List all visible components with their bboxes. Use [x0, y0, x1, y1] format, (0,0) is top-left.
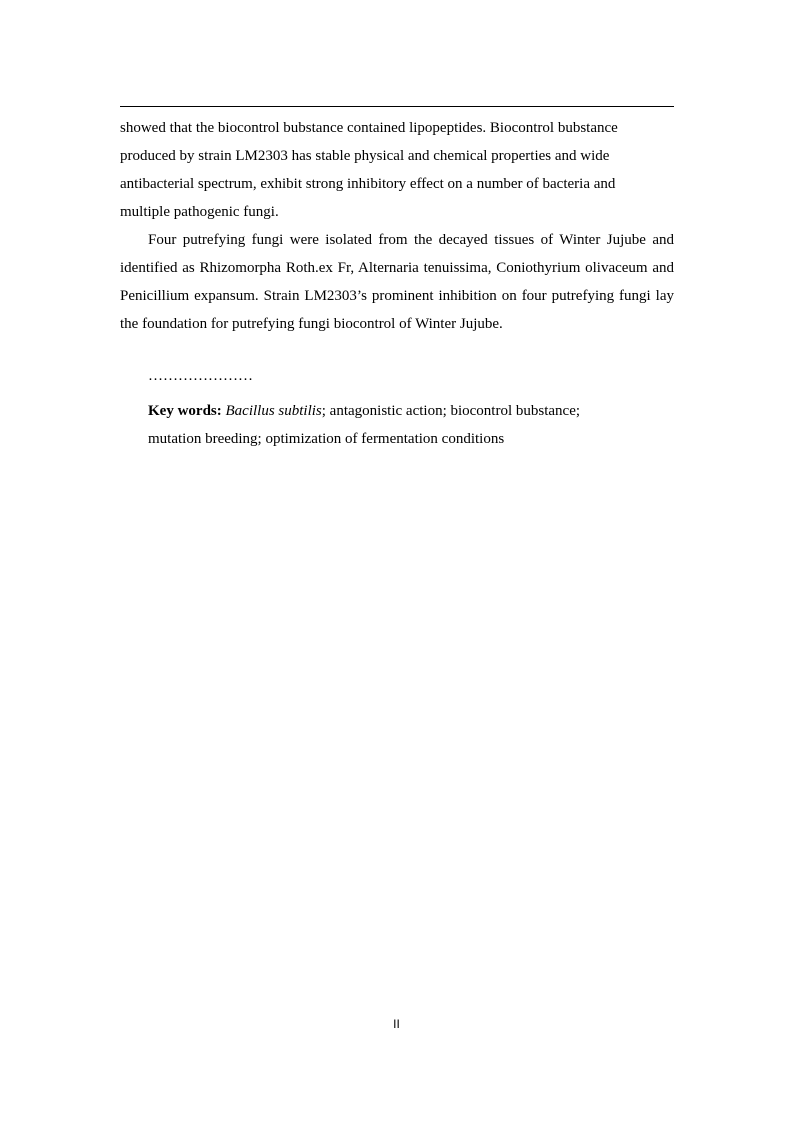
- paragraph-1-line-1: showed that the biocontrol bubstance contained lipopeptides. Biocontrol bubstance: [120, 120, 618, 136]
- paragraph-1-line-4: multiple pathogenic fungi.: [120, 204, 279, 220]
- abstract-paragraph-1: [120, 114, 674, 226]
- keywords-rest-line-1: ; antagonistic action; biocontrol bubstance;: [321, 403, 581, 419]
- abstract-paragraph-2: Four putrefying fungi were isolated from the decayed tissues of Winter Jujube and identified as Rhizomorpha Roth.ex Fr, Alternaria tenuissima, Coniothyrium olivaceum and Penicillium expansum. Strain LM2303’s prominent inhibition on four putrefying fungi lay the foundation for putrefying fungi biocontrol of Winter Jujube.: [120, 232, 674, 332]
- omission-dots: …………………: [148, 368, 253, 384]
- page-number: II: [393, 1017, 400, 1031]
- paragraph-1-line-3: antibacterial spectrum, exhibit strong inhibitory effect on a number of bacteria and: [120, 176, 616, 192]
- keywords-line-2: mutation breeding; optimization of fermentation conditions: [148, 431, 505, 447]
- paragraph-1-line-2: produced by strain LM2303 has stable physical and chemical properties and wide: [120, 148, 610, 164]
- keywords-label: Key words:: [148, 403, 222, 419]
- keywords-block: [148, 397, 674, 453]
- header-rule: [120, 106, 674, 107]
- abstract-body: [120, 114, 674, 338]
- keyword-bacillus-subtilis: Bacillus subtilis: [225, 403, 322, 419]
